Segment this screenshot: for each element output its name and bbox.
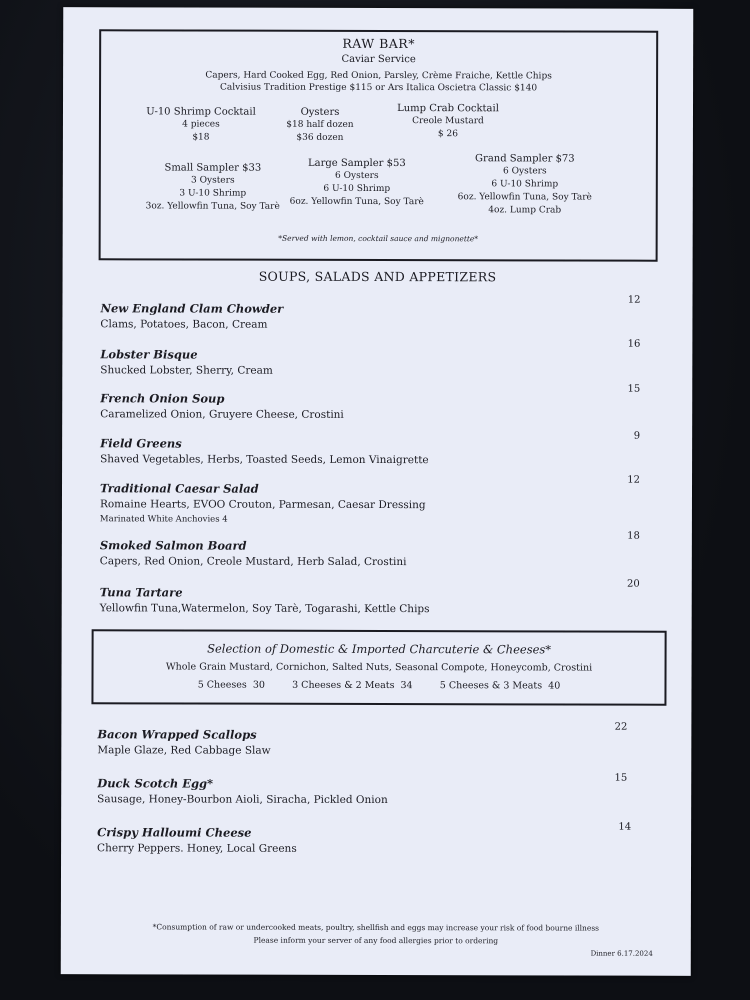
large-sampler-tuna: 6oz. Yellowfin Tuna, Soy Tarè: [289, 196, 424, 208]
option-label: 3 Cheeses & 2 Meats: [292, 679, 395, 692]
item-name: Crispy Halloumi Cheese: [97, 825, 252, 840]
item-description: Clams, Potatoes, Bacon, Cream: [100, 318, 268, 331]
grand-sampler-crab: 4oz. Lump Crab: [488, 205, 562, 216]
item-description: Maple Glaze, Red Cabbage Slaw: [97, 744, 271, 757]
option-label: 5 Cheeses: [197, 679, 247, 691]
menu-item: [97, 825, 617, 855]
oysters-dozen: $36 dozen: [296, 132, 344, 143]
grand-sampler: [425, 152, 625, 218]
item-name: French Onion Soup: [100, 391, 225, 406]
raw-bar-title: RAW BAR*: [342, 35, 416, 52]
menu-page: [61, 7, 694, 976]
item-description: Cherry Peppers. Honey, Local Greens: [97, 842, 297, 855]
raw-bar-box: [99, 29, 659, 261]
item-price: 14: [618, 821, 632, 833]
menu-item: [100, 585, 620, 615]
menu-item: [97, 727, 617, 757]
item-price: 12: [627, 294, 641, 306]
item-name: New England Clam Chowder: [100, 301, 284, 316]
option-label: 5 Cheeses & 3 Meats: [439, 680, 543, 692]
grand-sampler-tuna: 6oz. Yellowfin Tuna, Soy Tarè: [457, 192, 592, 203]
menu-item: [100, 391, 620, 421]
shrimp-cocktail-qty: 4 pieces: [182, 119, 220, 130]
allergy-note: Please inform your server of any food allergies prior to ordering: [253, 935, 499, 946]
item-description: Capers, Red Onion, Creole Mustard, Herb Salad, Crostini: [99, 555, 407, 569]
item-price: 16: [627, 338, 641, 350]
option-price: 34: [400, 680, 413, 692]
item-price: 9: [633, 430, 641, 442]
item-price: 18: [627, 530, 640, 542]
small-sampler-tuna: 3oz. Yellowfin Tuna, Soy Tarè: [145, 201, 280, 212]
item-description: Sausage, Honey-Bourbon Aioli, Siracha, Pickled Onion: [97, 793, 388, 807]
item-description: Caramelized Onion, Gruyere Cheese, Crostini: [100, 408, 344, 421]
caviar-garnish: Capers, Hard Cooked Egg, Red Onion, Parsley, Crème Fraiche, Kettle Chips: [205, 70, 552, 82]
item-price: 15: [627, 383, 641, 395]
item-name: Bacon Wrapped Scallops: [97, 727, 257, 742]
shrimp-cocktail-price: $18: [192, 132, 210, 143]
item-name: Field Greens: [100, 436, 182, 451]
oysters-half-dozen: $18 half dozen: [286, 119, 354, 130]
small-sampler-shrimp: 3 U-10 Shrimp: [179, 188, 247, 199]
lump-crab-name: Lump Crab Cocktail: [397, 103, 499, 115]
menu-item: [97, 776, 617, 806]
small-sampler-name: Small Sampler $33: [164, 162, 262, 174]
charcuterie-title: Selection of Domestic & Imported Charcuterie & Cheeses*: [207, 641, 552, 657]
item-name: Duck Scotch Egg*: [97, 776, 214, 791]
option-price: 40: [548, 680, 561, 692]
item-name: Tuna Tartare: [99, 585, 183, 600]
oysters: [265, 106, 375, 145]
large-sampler-shrimp: 6 U-10 Shrimp: [323, 183, 391, 195]
grand-sampler-shrimp: 6 U-10 Shrimp: [491, 179, 559, 190]
charcuterie-options: [93, 679, 664, 691]
grand-sampler-name: Grand Sampler $73: [475, 153, 575, 165]
lump-crab-desc: Creole Mustard: [412, 116, 484, 127]
caviar-options: Calvisius Tradition Prestige $115 or Ars Italica Oscietra Classic $140: [219, 82, 538, 94]
grand-sampler-oysters: 6 Oysters: [503, 166, 547, 177]
item-name: Lobster Bisque: [100, 347, 198, 362]
menu-date: Dinner 6.17.2024: [590, 949, 653, 958]
item-name: Smoked Salmon Board: [99, 538, 247, 553]
caviar-heading: Caviar Service: [341, 53, 416, 66]
item-price: 20: [627, 578, 640, 590]
lump-crab-cocktail: [383, 102, 513, 141]
item-price: 22: [614, 721, 628, 733]
menu-item: [100, 538, 620, 568]
oysters-name: Oysters: [300, 106, 340, 118]
appetizers-title: SOUPS, SALADS AND APPETIZERS: [258, 268, 497, 285]
item-price: 12: [627, 474, 641, 486]
small-sampler-oysters: 3 Oysters: [191, 175, 235, 186]
served-note: *Served with lemon, cocktail sauce and mignonette*: [278, 233, 479, 244]
raw-food-warning: *Consumption of raw or undercooked meats, poultry, shellfish and eggs may increase your risk of food bourne illness: [152, 922, 600, 933]
lump-crab-price: $ 26: [437, 129, 458, 140]
charcuterie-accompaniments: Whole Grain Mustard, Cornichon, Salted Nuts, Seasonal Compote, Honeycomb, Crostini: [165, 661, 593, 674]
option-price: 30: [252, 679, 265, 691]
item-description: Romaine Hearts, EVOO Crouton, Parmesan, Caesar Dressing: [99, 498, 426, 512]
charcuterie-box: [91, 629, 666, 706]
item-description: Yellowfin Tuna,Watermelon, Soy Tarè, Togarashi, Kettle Chips: [99, 602, 430, 616]
item-name: Traditional Caesar Salad: [99, 481, 259, 496]
large-sampler-name: Large Sampler $53: [307, 157, 406, 170]
item-price: 15: [614, 772, 628, 784]
large-sampler-oysters: 6 Oysters: [335, 170, 379, 182]
item-addon: Marinated White Anchovies 4: [99, 514, 228, 525]
item-description: Shucked Lobster, Sherry, Cream: [100, 364, 273, 377]
menu-item: [100, 481, 620, 525]
item-description: Shaved Vegetables, Herbs, Toasted Seeds, Lemon Vinaigrette: [100, 453, 429, 467]
menu-item: [100, 436, 620, 466]
menu-item: [100, 347, 620, 377]
shrimp-cocktail-name: U-10 Shrimp Cocktail: [146, 106, 256, 118]
shrimp-cocktail: [136, 105, 266, 144]
menu-item: [100, 301, 620, 331]
